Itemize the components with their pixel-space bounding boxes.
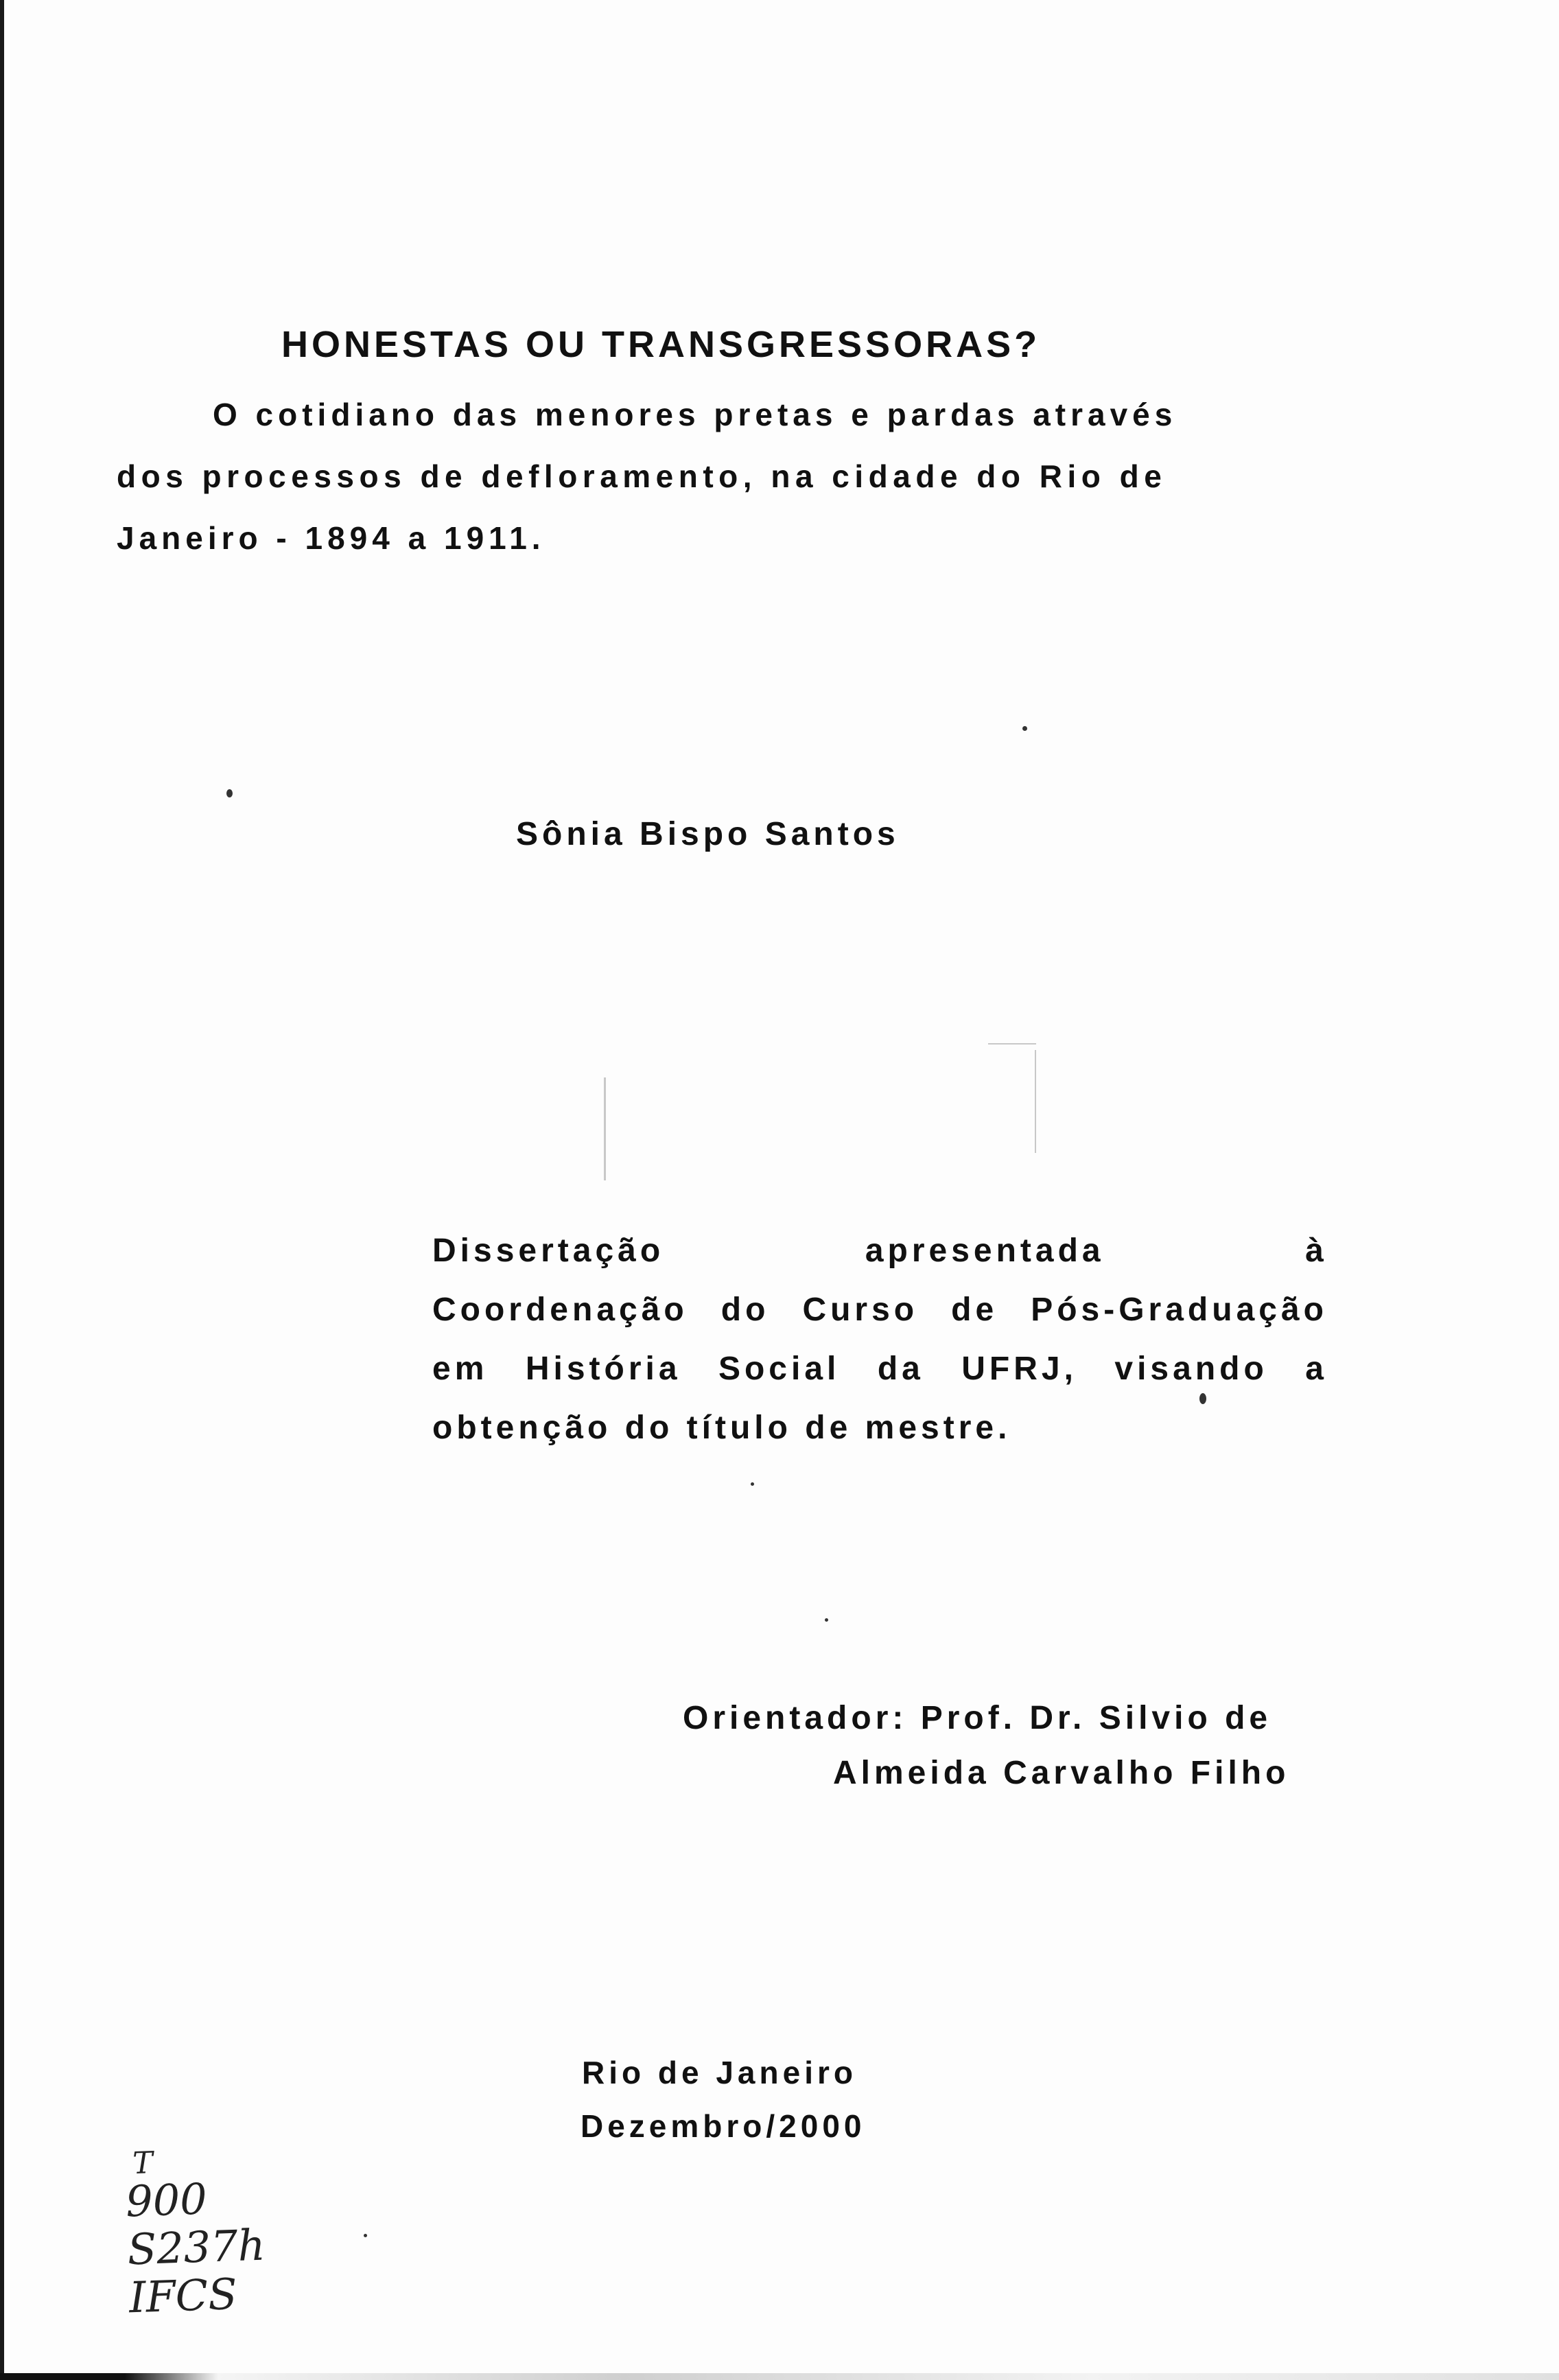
scan-speck [226, 789, 233, 797]
scan-speck [364, 2234, 367, 2237]
purpose-word: em [432, 1351, 489, 1387]
purpose-word: a [1305, 1351, 1328, 1387]
purpose-word: da [877, 1351, 924, 1387]
advisor-line-2: Almeida Carvalho Filho [833, 1755, 1290, 1791]
call-number-line: S237h [126, 2219, 266, 2275]
scan-speck [1199, 1393, 1206, 1404]
call-number-line: IFCS [128, 2268, 238, 2323]
publication-place: Rio de Janeiro [582, 2055, 857, 2090]
purpose-word: Dissertação [432, 1233, 665, 1269]
subtitle-line-3: Janeiro - 1894 a 1911. [117, 520, 546, 556]
author-name: Sônia Bispo Santos [516, 816, 900, 852]
scan-speck [751, 1482, 754, 1486]
subtitle-line-1: O cotidiano das menores pretas e pardas através [213, 397, 1177, 432]
scan-faint-mark [988, 1043, 1036, 1045]
purpose-word: obtenção do título de mestre. [432, 1410, 1011, 1446]
advisor-line-1: Orientador: Prof. Dr. Silvio de [683, 1700, 1272, 1736]
purpose-word: visando [1114, 1351, 1268, 1387]
purpose-word: à [1305, 1233, 1328, 1269]
purpose-word: História [525, 1351, 681, 1387]
call-number-line: T [132, 2145, 154, 2182]
scan-left-edge [0, 0, 4, 2380]
purpose-word: Pós-Graduação [1031, 1292, 1328, 1328]
purpose-line-3 [432, 1340, 1328, 1399]
call-number-line: 900 [125, 2173, 208, 2227]
purpose-word: UFRJ, [961, 1351, 1077, 1387]
purpose-word: Social [718, 1351, 841, 1387]
purpose-word: Curso [802, 1292, 919, 1328]
subtitle-line-2 [117, 456, 1314, 497]
publication-date: Dezembro/2000 [581, 2108, 866, 2144]
dissertation-purpose [432, 1222, 1328, 1458]
purpose-line-2 [432, 1281, 1328, 1340]
purpose-line-4 [432, 1399, 1328, 1458]
thesis-title: HONESTAS OU TRANSGRESSORAS? [281, 324, 1041, 365]
scan-faint-mark [1035, 1050, 1036, 1153]
purpose-word: do [720, 1292, 770, 1328]
subtitle-line-2-text: dos processos de defloramento, na cidade do Rio de [117, 458, 1167, 494]
scan-bottom-edge [0, 2373, 1559, 2380]
scan-speck [825, 1618, 828, 1622]
scan-speck [1022, 726, 1027, 731]
purpose-word: Coordenação [432, 1292, 688, 1328]
handwritten-call-number [124, 2146, 268, 2322]
scan-faint-mark [604, 1077, 606, 1180]
purpose-line-1 [432, 1222, 1328, 1281]
purpose-word: de [951, 1292, 998, 1328]
purpose-word: apresentada [865, 1233, 1105, 1269]
